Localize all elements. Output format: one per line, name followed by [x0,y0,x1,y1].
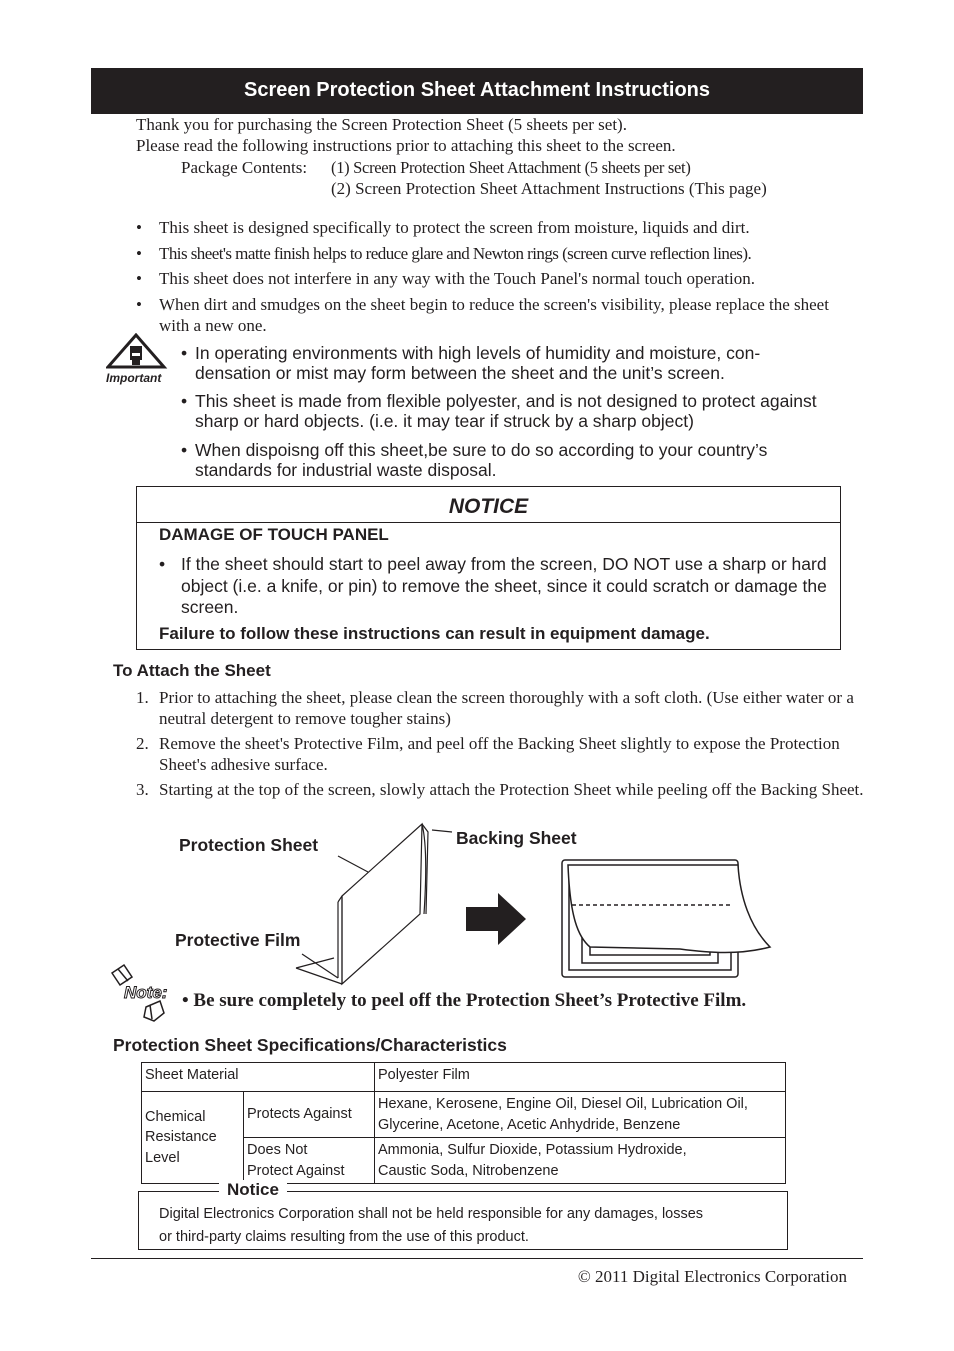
arrow-right-icon [464,891,528,947]
feature-item: • This sheet does not interfere in any way with the Touch Panel's normal touch operation. [136,269,755,288]
label-protection-sheet: Protection Sheet [179,835,319,855]
intro-line-1: Thank you for purchasing the Screen Protection Sheet (5 sheets per set). [136,115,627,134]
attach-step: 2. Remove the sheet's Protective Film, and peel off the Backing Sheet slightly to expose the Protection Sheet's adhesive surface. [136,734,840,774]
package-item-2: (2) Screen Protection Sheet Attachment Instructions (This page) [331,179,767,198]
feature-item: • This sheet is designed specifically to protect the screen from moisture, liquids and dirt. [136,218,750,237]
feature-item: • This sheet's matte finish helps to reduce glare and Newton rings (screen curve reflection lines). [136,244,752,263]
sheet-peeling-illustration [290,818,460,990]
attach-step: 3. Starting at the top of the screen, slowly attach the Protection Sheet while peeling off the Backing Sheet. [136,780,864,799]
disclaimer-title: Notice [219,1180,287,1200]
intro-line-2: Please read the following instructions prior to attaching this sheet to the screen. [136,136,676,155]
page-title: Screen Protection Sheet Attachment Instructions [243,79,710,101]
notice-header [137,487,840,523]
important-icon [106,333,176,387]
table-cell: Does Not Protect Against [244,1138,375,1184]
title-bar [91,68,863,114]
package-contents-label: Package Contents: [181,158,308,177]
notice-subtitle: DAMAGE OF TOUCH PANEL [159,525,389,544]
table-cell: Ammonia, Sulfur Dioxide, Potassium Hydroxide, Caustic Soda, Nitrobenzene [375,1138,786,1184]
table-cell: Hexane, Kerosene, Engine Oil, Diesel Oil, Lubrication Oil, Glycerine, Acetone, Acetic Anhydride, Benzene [375,1092,786,1138]
attach-heading: To Attach the Sheet [113,661,271,680]
notice-body: • If the sheet should start to peel away from the screen, DO NOT use a sharp or hard object (i.e. a knife, or pin) to remove the sheet, since it could scratch or damage the screen. [159,554,827,617]
copyright: © 2011 Digital Electronics Corporation [577,1267,847,1286]
table-cell: Protects Against [244,1092,375,1138]
disclaimer-line-2: or third-party claims resulting from the use of this product. [159,1229,529,1245]
notice-title: NOTICE [448,495,529,518]
label-protective-film: Protective Film [175,930,301,950]
important-item: • When dispoisng off this sheet,be sure to do so according to your country’s standards for industrial waste disposal. [181,440,768,480]
footer-divider [91,1258,863,1259]
table-row [142,1063,786,1092]
note-label: Note: [124,983,168,1002]
specs-heading: Protection Sheet Specifications/Characteristics [113,1035,507,1055]
package-item-1: (1) Screen Protection Sheet Attachment (5 sheets per set) [331,158,691,177]
notice-warning: Failure to follow these instructions can result in equipment damage. [159,624,710,643]
note-icon [108,963,172,1023]
screen-attached-illustration [560,857,774,981]
table-cell: Chemical Resistance Level [142,1092,244,1184]
label-backing-sheet: Backing Sheet [456,828,577,848]
feature-item: • When dirt and smudges on the sheet begin to reduce the screen's visibility, please replace the sheet with a new one. [136,295,829,335]
important-item: • In operating environments with high levels of humidity and moisture, con-densation or mist may form between the sheet and the unit’s screen. [181,343,761,383]
table-cell: Polyester Film [375,1063,786,1092]
important-label: Important [106,371,162,385]
notice-box [136,486,841,650]
table-cell: Sheet Material [142,1063,375,1092]
important-item: • This sheet is made from flexible polyester, and is not designed to protect against sharp or hard objects. (i.e. it may tear if struck by a sharp object) [181,391,817,431]
disclaimer-box [138,1180,788,1250]
disclaimer-line-1: Digital Electronics Corporation shall not be held responsible for any damages, losses [159,1206,704,1222]
specs-table [141,1062,786,1184]
table-row [142,1092,786,1138]
note-text: • Be sure completely to peel off the Protection Sheet’s Protective Film. [182,990,747,1011]
attach-step: 1. Prior to attaching the sheet, please clean the screen thoroughly with a soft cloth. (Use either water or a neutral detergent to remove tougher stains) [136,688,854,728]
